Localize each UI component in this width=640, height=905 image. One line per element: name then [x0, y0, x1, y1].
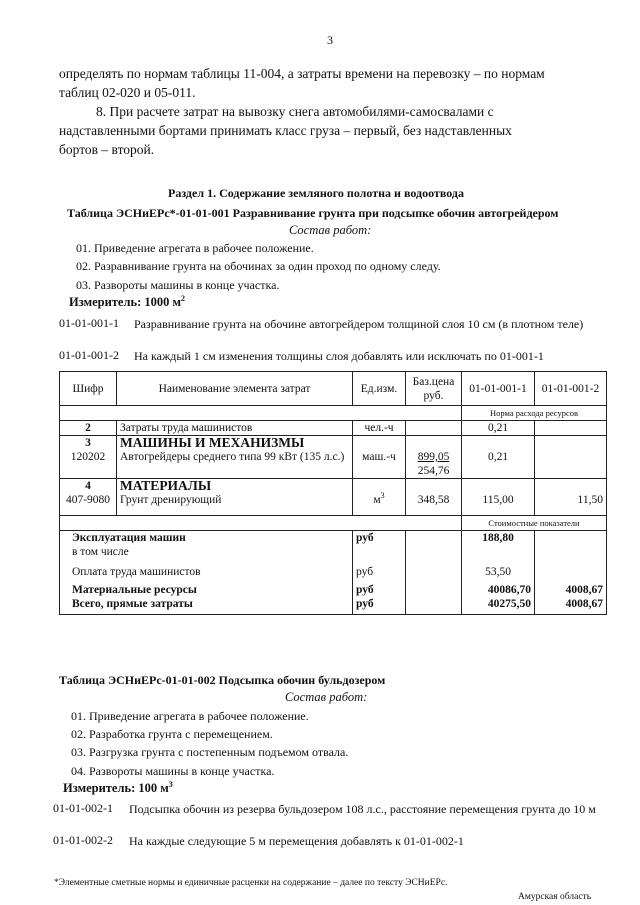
row-unit: $м^3$ [353, 493, 406, 515]
row-num: 3 [60, 436, 117, 451]
summary-value-2: 4008,67 [535, 597, 607, 615]
summary-value: 40275,50 [462, 597, 535, 615]
norm-caption: Норма расхода ресурсов [462, 406, 607, 421]
footnote: *Элементные сметные нормы и единичные расценки на содержание – далее по тексту ЭСНиЕРс. [54, 878, 448, 888]
summary-value-2: 4008,67 [535, 579, 607, 597]
row-name: Автогрейдеры среднего типа 99 кВт (135 л.с.) [117, 450, 353, 479]
header-unit: Ед.изм. [353, 372, 406, 406]
row-name: МАШИНЫ И МЕХАНИЗМЫ [117, 436, 353, 451]
summary-name: Эксплуатация машин [60, 530, 353, 545]
row-name: МАТЕРИАЛЫ [117, 479, 353, 494]
summary-row [60, 579, 607, 597]
summary-unit: руб [353, 559, 406, 579]
table2-code-1-desc: Подсыпка обочин из резерва бульдозером 108 л.с., расстояние перемещения грунта до 10 м [129, 802, 596, 816]
row-price: 899,05 254,76 [406, 450, 462, 479]
intro-line-2: таблиц 02-020 и 05-011. [59, 85, 196, 100]
header-name: Наименование элемента затрат [117, 372, 353, 406]
row-unit: чел.-ч [353, 421, 406, 436]
table-row [60, 436, 607, 451]
row-num: 2 [60, 421, 117, 436]
row-unit: маш.-ч [353, 450, 406, 479]
intro-line-4: надставленными бортами принимать класс груза – первый, без надставленных [59, 123, 512, 138]
table2-code-2-desc: На каждые следующие 5 м перемещения добавлять к 01-01-002-1 [129, 834, 464, 848]
summary-row [60, 530, 607, 545]
table2-composition-heading: Состав работ: [285, 690, 368, 704]
row-price: 348,58 [406, 493, 462, 515]
row-name: Затраты труда машинистов [117, 421, 353, 436]
summary-row [60, 545, 607, 559]
table1-work-3: 03. Развороты машины в конце участка. [76, 278, 280, 292]
summary-name: Всего, прямые затраты [60, 597, 353, 615]
intro-line-1: определять по нормам таблицы 11-004, а затраты времени на перевозку – по нормам [59, 66, 545, 81]
region-label: Амурская область [518, 892, 592, 902]
table-row [60, 421, 607, 436]
table2-work-4: 04. Развороты машины в конце участка. [71, 764, 275, 778]
table1-code-1: 01-01-001-1 [59, 316, 119, 330]
summary-value: 53,50 [462, 559, 535, 579]
summary-unit: руб [353, 579, 406, 597]
resource-table [59, 371, 607, 615]
summary-row [60, 559, 607, 579]
row-num: 4 [60, 479, 117, 494]
table1-composition-heading: Состав работ: [289, 223, 372, 237]
row-value: 0,21 [462, 450, 535, 479]
table2-measure: Измеритель: 100 $м^3$ [63, 779, 173, 795]
summary-name: Материальные ресурсы [60, 579, 353, 597]
intro-line-5: бортов – второй. [59, 142, 155, 157]
summary-row [60, 597, 607, 615]
intro-line-3: 8. При расчете затрат на вывозку снега автомобилями-самосвалами с [96, 104, 494, 119]
table2-work-2: 02. Разработка грунта с перемещением. [71, 727, 273, 741]
row-code: 407-9080 [60, 493, 117, 515]
table1-code-2-desc: На каждый 1 см изменения толщины слоя добавлять или исключать по 01-001-1 [134, 349, 544, 363]
table1-code-2: 01-01-001-2 [59, 348, 119, 362]
table-row [60, 493, 607, 515]
header-code: Шифр [60, 372, 117, 406]
table1-title: Таблица ЭСНиЕРс*-01-01-001 Разравнивание грунта при подсыпке обочин автогрейдером [67, 206, 559, 220]
section-title: Раздел 1. Содержание земляного полотна и водоотвода [168, 186, 464, 200]
table-row [60, 479, 607, 494]
cost-caption: Стоимостные показатели [462, 515, 607, 530]
row-code: 120202 [60, 450, 117, 479]
header-col2: 01-01-001-2 [535, 372, 607, 406]
table2-work-3: 03. Разгрузка грунта с постепенным подъемом отвала. [71, 745, 349, 759]
row-value: 115,00 [462, 493, 535, 515]
summary-value: 40086,70 [462, 579, 535, 597]
table2-title: Таблица ЭСНиЕРс-01-01-002 Подсыпка обочин бульдозером [59, 673, 386, 687]
row-value: 0,21 [462, 421, 535, 436]
norm-caption-row [60, 406, 607, 421]
table1-work-1: 01. Приведение агрегата в рабочее положение. [76, 241, 314, 255]
table1-work-2: 02. Разравнивание грунта на обочинах за один проход по одному следу. [76, 259, 441, 273]
page-number: 3 [327, 33, 333, 47]
row-value-2: 11,50 [535, 493, 607, 515]
table1-measure: Измеритель: 1000 $м^2$ [69, 293, 186, 309]
table1-code-1-desc: Разравнивание грунта на обочине автогрейдером толщиной слоя 10 см (в плотном теле) [134, 317, 584, 331]
table-row [60, 450, 607, 479]
row-name: Грунт дренирующий [117, 493, 353, 515]
table2-work-1: 01. Приведение агрегата в рабочее положение. [71, 709, 309, 723]
summary-value: 188,80 [462, 530, 535, 545]
header-price: Баз.цена руб. [406, 372, 462, 406]
summary-unit: руб [353, 597, 406, 615]
cost-caption-row [60, 515, 607, 530]
table2-code-1: 01-01-002-1 [53, 801, 113, 815]
summary-unit: руб [353, 530, 406, 545]
header-col1: 01-01-001-1 [462, 372, 535, 406]
table2-code-2: 01-01-002-2 [53, 833, 113, 847]
summary-name: в том числе [60, 545, 353, 559]
table-header-row [60, 372, 607, 406]
summary-name: Оплата труда машинистов [60, 559, 353, 579]
